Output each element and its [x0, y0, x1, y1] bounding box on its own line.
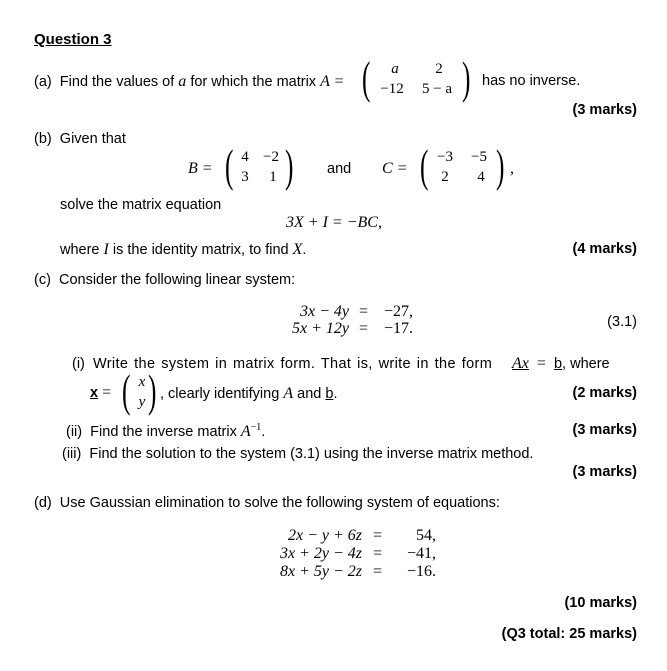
matrix-a: ( a 2 −12 5 − a )	[362, 52, 471, 103]
part-c-i-form: Ax = b, where	[512, 355, 610, 372]
equation-eq: =	[373, 527, 383, 544]
part-b-where: where I is the identity matrix, to find X.	[60, 241, 307, 258]
equation-eq: =	[359, 303, 369, 320]
part-d-marks: (10 marks)	[564, 595, 637, 611]
part-c-ii-marks: (3 marks)	[572, 422, 637, 438]
equation-lhs: 2x − y + 6z	[287, 527, 362, 544]
part-b-and: and	[327, 161, 352, 177]
matrix-b-name: B =	[188, 160, 213, 177]
equation-rhs: −17.	[384, 320, 414, 337]
equation-eq: =	[373, 545, 383, 562]
equation-rhs: 54,	[416, 527, 436, 544]
x-vector-label: x =	[90, 384, 112, 401]
equation-rhs: −27,	[384, 303, 414, 320]
equation-lhs: 5x + 12y	[292, 320, 349, 337]
equation-lhs: 3x − 4y	[300, 303, 349, 320]
part-c-iii-text: (iii) Find the solution to the system (3.1) using the inverse matrix method.	[62, 446, 534, 462]
part-c-i-text: (i) Write the system in matrix form. That is, write in the form	[72, 356, 493, 372]
equation-number: (3.1)	[607, 314, 637, 330]
question-total: (Q3 total: 25 marks)	[501, 626, 637, 642]
part-b-equation: 3X + I = −BC,	[286, 214, 382, 231]
equation-lhs: 3x + 2y − 4z	[279, 545, 362, 562]
equation-rhs: −16.	[406, 563, 436, 580]
x-vector: ( x y )	[122, 365, 157, 416]
part-b-comma: ,	[510, 160, 514, 177]
part-c-i-marks: (2 marks)	[572, 385, 637, 401]
part-c-i-text2: , clearly identifying A and b.	[160, 385, 338, 402]
question-title: Question 3	[34, 31, 112, 48]
matrix-b: ( 4 −2 3 1 )	[225, 140, 294, 191]
part-c-ii-text: (ii) Find the inverse matrix $A^{-1}$.	[66, 422, 266, 440]
equation-eq: =	[359, 320, 369, 337]
part-a-text: (a) Find the values of a for which the matrix A =	[34, 73, 345, 90]
part-a-marks: (3 marks)	[572, 102, 637, 118]
matrix-c-name: C =	[382, 160, 408, 177]
part-c-iii-marks: (3 marks)	[572, 464, 637, 480]
matrix-c: ( −3 −5 2 4 )	[420, 140, 505, 191]
part-c-text: (c) Consider the following linear system:	[34, 272, 296, 288]
equation-rhs: −41,	[406, 545, 436, 562]
part-d-text: (d) Use Gaussian elimination to solve the following system of equations:	[34, 495, 500, 511]
part-b-text: (b) Given that	[34, 131, 126, 147]
part-b-marks: (4 marks)	[572, 241, 637, 257]
part-a-text-end: has no inverse.	[482, 73, 581, 89]
part-b-solve-text: solve the matrix equation	[60, 197, 222, 213]
equation-lhs: 8x + 5y − 2z	[279, 563, 362, 580]
equation-eq: =	[373, 563, 383, 580]
